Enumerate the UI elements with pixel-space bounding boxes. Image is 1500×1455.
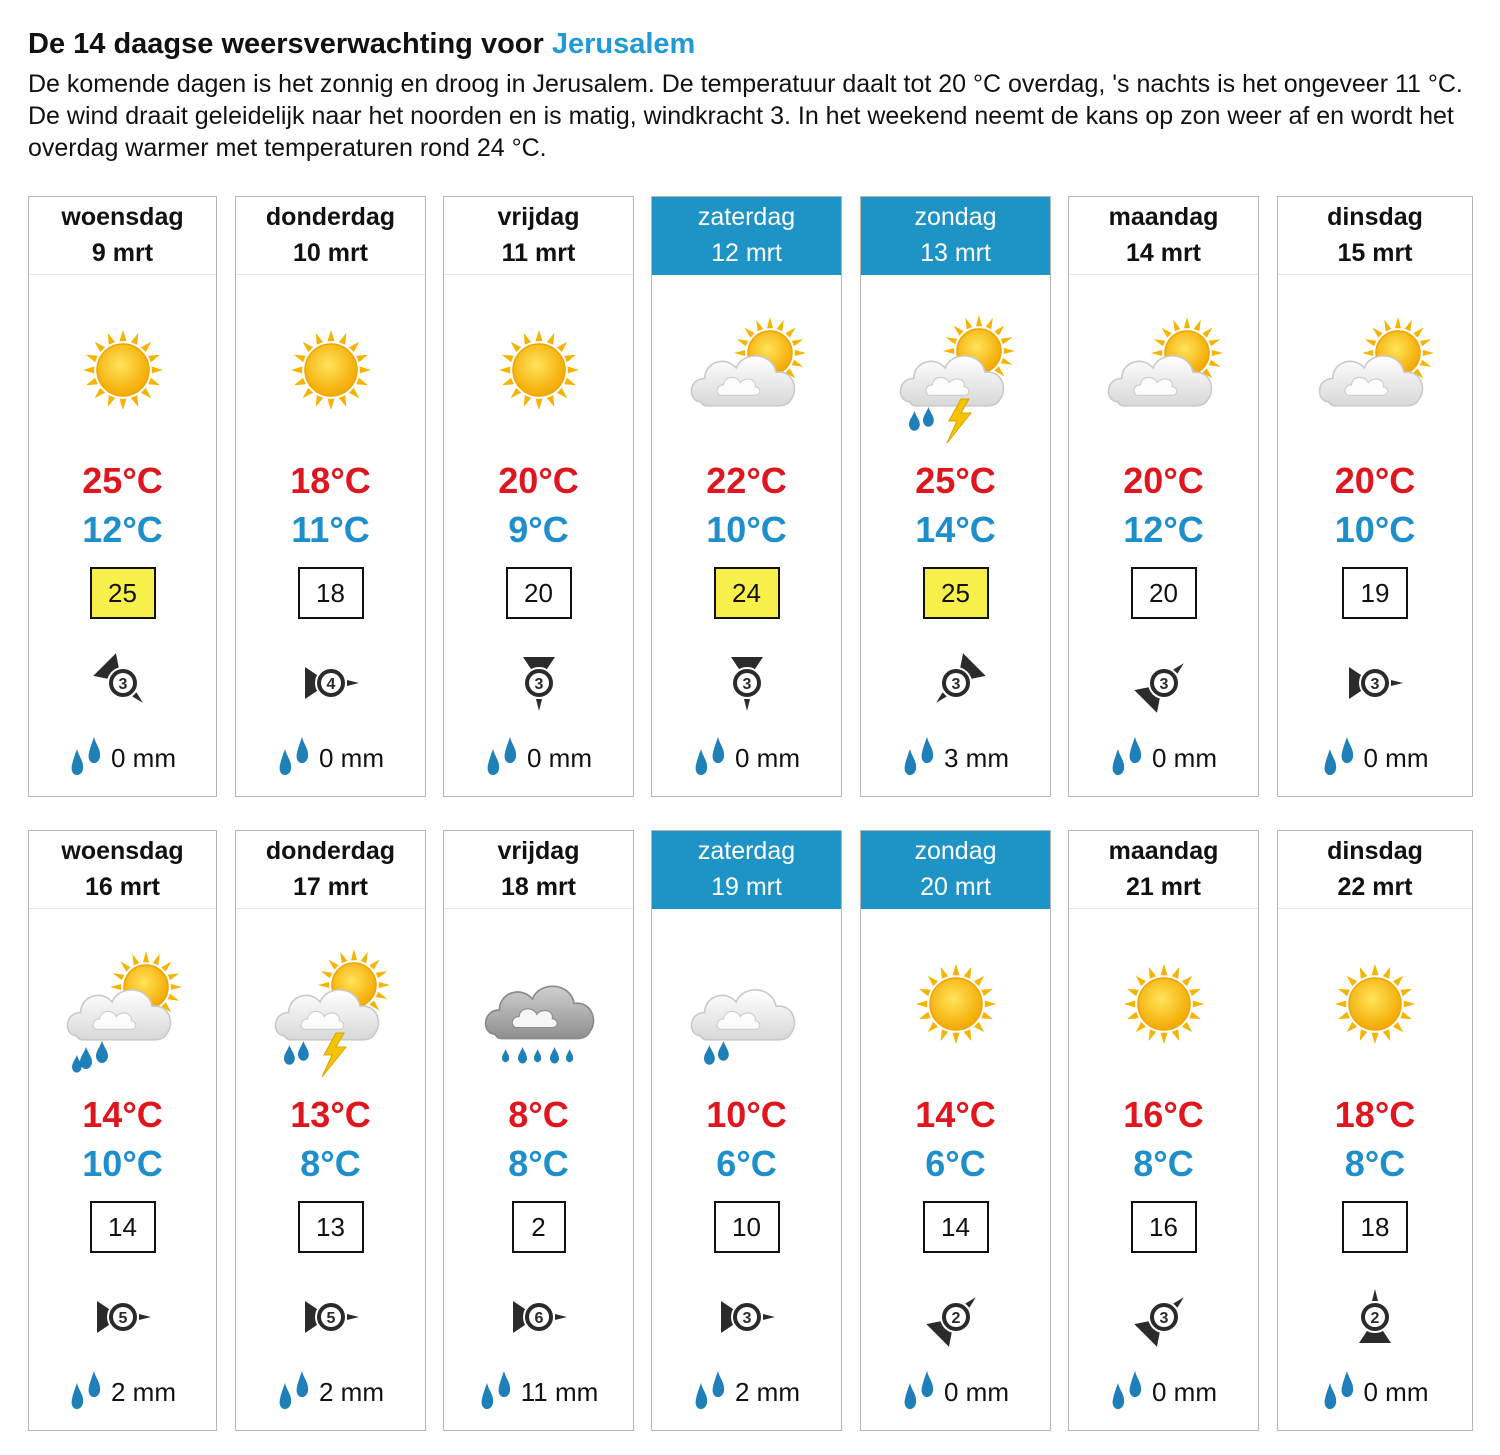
weather-score-badge: 13 [298,1201,364,1253]
temp-max: 18°C [290,460,371,501]
day-header [29,831,216,909]
week-row-1 [0,196,1500,799]
day-card[interactable] [235,830,426,1431]
thunderstorm-rain-icon [266,929,396,1079]
wind-direction-icon [918,1279,994,1355]
temp-max: 13°C [290,1094,371,1135]
temp-max: 25°C [915,460,996,501]
raindrops-icon [1322,1369,1356,1415]
svg-text:3: 3 [951,676,960,693]
temp-max: 16°C [1123,1094,1204,1135]
temp-max: 20°C [1123,460,1204,501]
day-header [1069,197,1258,275]
weather-score-badge: 20 [506,567,572,619]
raindrops-icon [277,735,311,781]
svg-text:6: 6 [534,1310,543,1327]
precipitation [236,735,425,783]
temp-max: 14°C [915,1094,996,1135]
precipitation-amount: 2 mm [735,1377,800,1407]
temp-max: 8°C [508,1094,569,1135]
day-date: 9 mrt [91,239,154,267]
day-name: vrijdag [497,837,580,865]
precipitation [444,1369,633,1417]
day-date: 15 mrt [1337,239,1413,267]
temp-min: 9°C [508,509,569,550]
raindrops-icon [479,1369,513,1415]
sunny-icon [58,295,188,445]
temp-max: 20°C [1334,460,1416,501]
precipitation [652,1369,841,1417]
day-card[interactable] [651,830,842,1431]
sunny-icon [474,295,604,445]
svg-text:3: 3 [742,676,751,693]
precipitation-amount: 11 mm [520,1377,599,1407]
temp-max: 14°C [82,1094,163,1135]
temp-min: 6°C [716,1143,777,1184]
wind-direction-icon [501,645,577,721]
day-name: zondag [914,203,997,231]
temp-min: 8°C [1344,1143,1406,1184]
raindrops-icon [1110,735,1144,781]
day-header [1278,197,1472,275]
weather-score-badge: 16 [1131,1201,1197,1253]
weather-score-badge: 20 [1131,567,1197,619]
raindrops-icon [693,1369,727,1415]
svg-text:5: 5 [326,1310,335,1327]
day-date: 17 mrt [292,873,369,901]
temp-min: 10°C [82,1143,163,1184]
wind-direction-icon [85,1279,161,1355]
temp-max: 10°C [706,1094,787,1135]
day-card[interactable] [1277,196,1473,797]
temp-min: 10°C [706,509,787,550]
precipitation-amount: 2 mm [111,1377,176,1407]
day-header [1278,831,1472,909]
day-name: maandag [1108,203,1219,231]
temp-max: 20°C [498,460,579,501]
day-date: 13 mrt [920,239,991,267]
day-header [861,831,1050,909]
temp-min: 10°C [1334,509,1416,550]
day-card[interactable] [443,196,634,797]
title-prefix: De 14 daagse weersverwachting voor [28,28,544,60]
precipitation-amount: 0 mm [527,743,592,773]
svg-text:3: 3 [118,676,127,693]
heavy-rain-icon [474,929,604,1079]
day-date: 22 mrt [1337,873,1413,901]
wind-direction-icon [1337,1279,1413,1355]
sunny-icon [266,295,396,445]
day-date: 11 mrt [501,239,576,267]
day-name: woensdag [61,203,184,231]
raindrops-icon [277,1369,311,1415]
day-name: zaterdag [697,837,796,865]
svg-text:3: 3 [1159,676,1168,693]
raindrops-icon [1322,735,1356,781]
day-name: dinsdag [1327,837,1423,865]
raindrops-icon [69,1369,103,1415]
day-date: 10 mrt [292,239,369,267]
week-row-2 [0,830,1500,1433]
svg-text:3: 3 [1159,1310,1168,1327]
temp-max: 25°C [82,460,163,501]
weather-score-badge: 25 [90,567,156,619]
precipitation-amount: 2 mm [319,1377,384,1407]
raindrops-icon [485,735,519,781]
day-header [236,197,425,275]
precipitation [652,735,841,783]
day-card[interactable] [651,196,842,797]
wind-direction-icon [85,645,161,721]
svg-text:3: 3 [1370,676,1380,693]
day-card[interactable] [28,196,217,797]
weather-score-badge: 10 [714,1201,780,1253]
precipitation [236,1369,425,1417]
wind-direction-icon [709,645,785,721]
day-date: 16 mrt [84,873,161,901]
precipitation [1069,1369,1258,1417]
day-name: donderdag [265,203,396,231]
day-card[interactable] [860,830,1051,1431]
precipitation-amount: 0 mm [111,743,176,773]
precipitation-amount: 0 mm [319,743,384,773]
wind-direction-icon [501,1279,577,1355]
sunny-icon [1099,929,1229,1079]
precipitation-amount: 0 mm [944,1377,1009,1407]
weather-score-badge: 25 [923,567,989,619]
temp-min: 8°C [300,1143,361,1184]
day-date: 21 mrt [1125,873,1202,901]
day-header [652,197,841,275]
day-header [444,831,633,909]
temp-min: 12°C [1123,509,1204,550]
day-header [29,197,216,275]
temp-max: 22°C [706,460,787,501]
wind-direction-icon [293,645,369,721]
day-name: donderdag [265,837,396,865]
precipitation [29,1369,216,1417]
day-name: zondag [914,837,997,865]
temp-min: 8°C [508,1143,569,1184]
svg-text:5: 5 [118,1310,127,1327]
day-date: 20 mrt [920,873,991,901]
day-card[interactable] [1277,830,1473,1431]
weather-score-badge: 14 [923,1201,989,1253]
precipitation [861,735,1050,783]
day-header [236,831,425,909]
raindrops-icon [902,1369,936,1415]
temp-min: 6°C [925,1143,986,1184]
partly-cloudy-icon [1310,295,1440,445]
precipitation [861,1369,1050,1417]
day-card[interactable] [443,830,634,1431]
day-name: zaterdag [697,203,796,231]
wind-direction-icon [1337,645,1413,721]
day-name: vrijdag [497,203,580,231]
day-date: 14 mrt [1125,239,1202,267]
precipitation-amount: 0 mm [1152,1377,1217,1407]
svg-text:2: 2 [1370,1310,1380,1327]
svg-text:3: 3 [534,676,543,693]
cloudy-rain-icon [682,929,812,1079]
day-name: maandag [1108,837,1219,865]
temp-min: 11°C [291,509,370,550]
precipitation [444,735,633,783]
raindrops-icon [902,735,936,781]
svg-text:3: 3 [742,1310,751,1327]
svg-text:2: 2 [951,1310,960,1327]
precipitation-amount: 3 mm [944,743,1009,773]
precipitation [1278,735,1472,783]
precipitation-amount: 0 mm [1363,1377,1429,1407]
day-card[interactable] [235,196,426,797]
weather-score-badge: 18 [298,567,364,619]
precipitation [1069,735,1258,783]
partly-cloudy-icon [682,295,812,445]
day-name: dinsdag [1327,203,1423,231]
temp-max: 18°C [1334,1094,1416,1135]
wind-direction-icon [1126,645,1202,721]
day-name: woensdag [61,837,184,865]
wind-direction-icon [1126,1279,1202,1355]
wind-direction-icon [293,1279,369,1355]
weather-score-badge: 19 [1342,567,1408,619]
day-header [861,197,1050,275]
forecast-description: De komende dagen is het zonnig en droog in Jerusalem. De temperatuur daalt tot 20 °C overdag, 's nachts is het ongeveer 11 °C. De wind draait geleidelijk naar het noorden en is matig, windkracht 3. In het weekend neemt de kans op zon weer af en wordt het overdag warmer met temperaturen rond 24 °C. [28,70,1463,162]
day-card[interactable] [860,196,1051,797]
precipitation-amount: 0 mm [1152,743,1217,773]
raindrops-icon [693,735,727,781]
weather-score-badge: 14 [90,1201,156,1253]
city-link[interactable]: Jerusalem [551,28,696,60]
partly-cloudy-rain-icon [58,929,188,1079]
thunderstorm-rain-icon [891,295,1021,445]
sunny-icon [1310,929,1440,1079]
raindrops-icon [1110,1369,1144,1415]
temp-min: 12°C [82,509,163,550]
wind-direction-icon [918,645,994,721]
partly-cloudy-icon [1099,295,1229,445]
day-card[interactable] [1068,196,1259,797]
weather-score-badge: 2 [512,1201,566,1253]
sunny-icon [891,929,1021,1079]
day-header [1069,831,1258,909]
raindrops-icon [69,735,103,781]
weather-score-badge: 18 [1342,1201,1408,1253]
weather-score-badge: 24 [714,567,780,619]
day-card[interactable] [1068,830,1259,1431]
day-date: 18 mrt [500,873,577,901]
day-date: 19 mrt [711,873,782,901]
precipitation-amount: 0 mm [735,743,800,773]
wind-direction-icon [709,1279,785,1355]
temp-min: 8°C [1133,1143,1194,1184]
page-title [28,24,695,64]
day-card[interactable] [28,830,217,1431]
precipitation [1278,1369,1472,1417]
precipitation-amount: 0 mm [1363,743,1429,773]
temp-min: 14°C [915,509,996,550]
day-header [444,197,633,275]
precipitation [29,735,216,783]
day-header [652,831,841,909]
svg-text:4: 4 [326,676,335,693]
day-date: 12 mrt [711,239,782,267]
